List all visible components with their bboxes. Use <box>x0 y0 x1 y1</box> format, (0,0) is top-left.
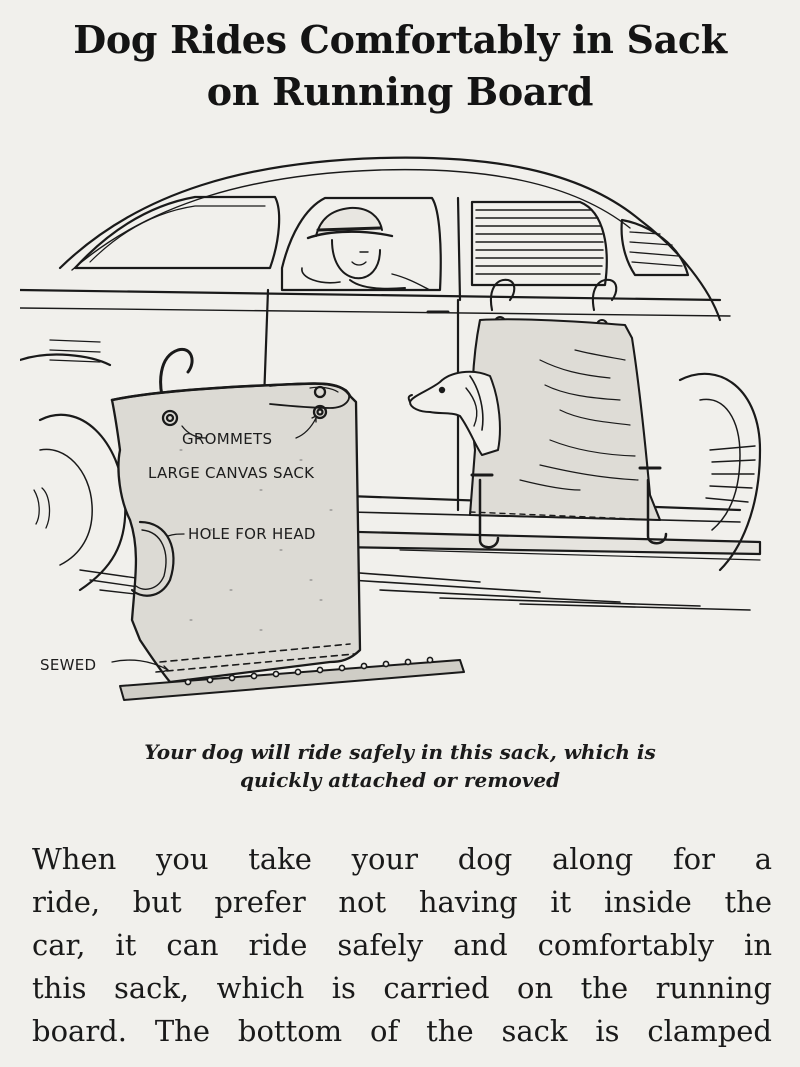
body-line-1: When you take your dog along for a <box>32 842 772 876</box>
body-line-2: ride, but prefer not having it inside the <box>32 885 772 919</box>
article-title <box>0 14 800 118</box>
title-line-1: Dog Rides Comfortably in Sack <box>73 17 727 62</box>
title-line-2: on Running Board <box>206 69 594 114</box>
caption-line-2: quickly attached or removed <box>239 768 561 792</box>
body-line-5: board. The bottom of the sack is clamped <box>32 1014 772 1048</box>
car-dog-sack-illustration <box>20 150 780 720</box>
label-large-canvas-sack: LARGE CANVAS SACK <box>148 464 315 482</box>
label-grommets: GROMMETS <box>182 430 273 448</box>
dog-figure <box>409 372 500 455</box>
figure-caption <box>20 738 780 794</box>
caption-line-1: Your dog will ride safely in this sack, which is <box>144 740 656 764</box>
body-line-4: this sack, which is carried on the running <box>32 971 772 1005</box>
article-body <box>32 838 772 1053</box>
car-drawing <box>20 158 760 610</box>
label-sewed: SEWED <box>40 656 97 674</box>
label-hole-for-head: HOLE FOR HEAD <box>188 525 316 543</box>
body-line-3: car, it can ride safely and comfortably in <box>32 928 772 962</box>
